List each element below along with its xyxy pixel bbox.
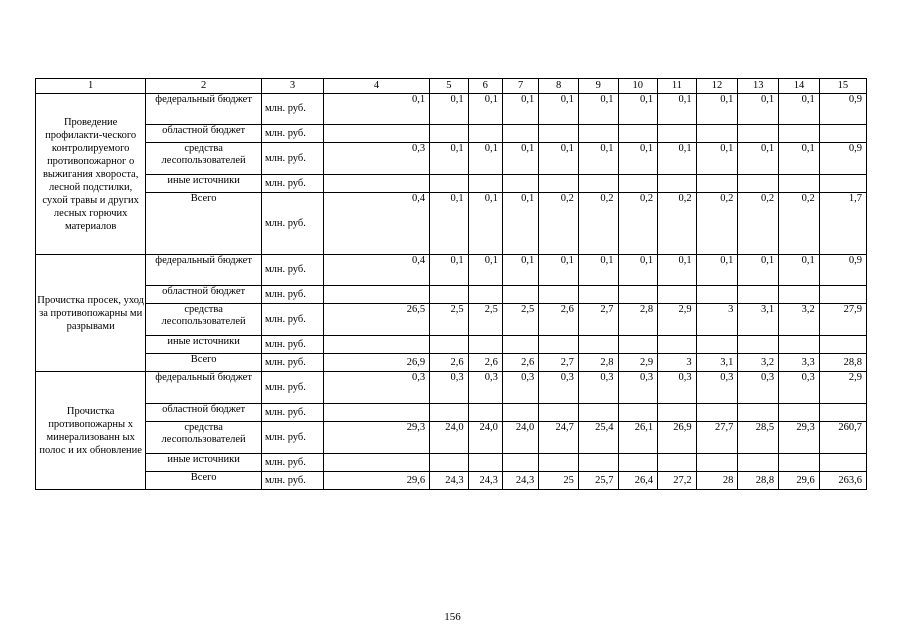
value-cell [618,454,658,472]
value-cell: 0,3 [502,372,538,404]
value-cell: 3 [696,304,738,336]
value-cell: 0,1 [430,193,469,255]
value-cell [696,175,738,193]
value-cell [539,336,579,354]
value-cell: 0,1 [578,94,618,125]
funding-source-cell: Всего [146,354,262,372]
value-cell: 2,8 [578,354,618,372]
value-cell: 27,2 [658,472,697,490]
unit-cell: млн. руб. [261,404,323,422]
value-cell: 2,6 [539,304,579,336]
value-cell: 24,0 [468,422,502,454]
value-cell: 3,2 [738,354,779,372]
table-row [36,175,867,193]
header-cell: 8 [539,79,579,94]
table-body [36,79,867,490]
value-cell: 0,1 [696,94,738,125]
value-cell [658,336,697,354]
unit-cell: млн. руб. [261,454,323,472]
value-cell: 0,1 [658,143,697,175]
unit-cell: млн. руб. [261,255,323,286]
value-cell: 2,5 [502,304,538,336]
value-cell: 0,9 [819,255,866,286]
value-cell [539,286,579,304]
value-cell: 0,1 [430,94,469,125]
header-cell: 13 [738,79,779,94]
funding-source-cell: федеральный бюджет [146,94,262,125]
value-cell [324,175,430,193]
header-cell: 6 [468,79,502,94]
value-cell: 28,8 [738,472,779,490]
table-row [36,354,867,372]
value-cell: 0,3 [324,372,430,404]
value-cell [502,175,538,193]
unit-cell: млн. руб. [261,94,323,125]
unit-cell: млн. руб. [261,472,323,490]
value-cell: 0,1 [468,143,502,175]
header-cell: 12 [696,79,738,94]
value-cell [738,404,779,422]
table-row [36,336,867,354]
value-cell: 3,3 [779,354,820,372]
value-cell: 0,1 [779,143,820,175]
value-cell [324,404,430,422]
value-cell: 2,5 [468,304,502,336]
funding-source-cell: средства лесопользователей [146,422,262,454]
value-cell: 29,6 [324,472,430,490]
table-row [36,454,867,472]
value-cell: 0,3 [779,372,820,404]
value-cell: 0,1 [502,94,538,125]
value-cell: 0,2 [618,193,658,255]
table-row [36,404,867,422]
value-cell [618,286,658,304]
value-cell [578,286,618,304]
value-cell [738,454,779,472]
value-cell: 263,6 [819,472,866,490]
value-cell: 26,5 [324,304,430,336]
value-cell: 0,1 [658,94,697,125]
unit-cell: млн. руб. [261,125,323,143]
value-cell [324,286,430,304]
value-cell [502,454,538,472]
value-cell [618,175,658,193]
value-cell: 0,2 [779,193,820,255]
value-cell [618,125,658,143]
value-cell: 26,9 [324,354,430,372]
value-cell [430,286,469,304]
value-cell: 0,2 [738,193,779,255]
value-cell: 2,7 [578,304,618,336]
activity-cell: Прочистка просек, уход за противопожарны ми разрывами [36,255,146,372]
value-cell: 1,7 [819,193,866,255]
funding-source-cell: иные источники [146,336,262,354]
value-cell [696,454,738,472]
value-cell: 260,7 [819,422,866,454]
value-cell: 0,2 [539,193,579,255]
value-cell: 0,1 [468,255,502,286]
value-cell [779,286,820,304]
value-cell: 0,1 [539,143,579,175]
value-cell [696,286,738,304]
value-cell [658,286,697,304]
header-cell: 10 [618,79,658,94]
value-cell: 24,3 [468,472,502,490]
value-cell: 0,1 [738,255,779,286]
value-cell: 0,1 [502,193,538,255]
funding-source-cell: областной бюджет [146,404,262,422]
value-cell [324,454,430,472]
value-cell: 3,2 [779,304,820,336]
activity-cell: Проведение профилакти-ческого контролируемого противопожарног о выжигания хвороста, лесной подстилки, сухой травы и других лесных горючих материалов [36,94,146,255]
value-cell [618,336,658,354]
value-cell: 2,5 [430,304,469,336]
value-cell: 0,1 [468,193,502,255]
value-cell [578,336,618,354]
header-cell: 2 [146,79,262,94]
value-cell: 24,7 [539,422,579,454]
value-cell [696,404,738,422]
value-cell [819,404,866,422]
value-cell [738,175,779,193]
value-cell [539,175,579,193]
table-row [36,125,867,143]
value-cell: 24,0 [502,422,538,454]
value-cell: 26,4 [618,472,658,490]
activity-cell: Прочистка противопожарны х минерализованн ых полос и их обновление [36,372,146,490]
value-cell [738,286,779,304]
value-cell [819,286,866,304]
table-row [36,255,867,286]
value-cell: 0,3 [539,372,579,404]
value-cell: 28,8 [819,354,866,372]
value-cell: 2,9 [819,372,866,404]
header-cell: 15 [819,79,866,94]
value-cell [430,336,469,354]
table-row [36,94,867,125]
value-cell: 2,7 [539,354,579,372]
value-cell: 0,1 [430,255,469,286]
value-cell: 0,3 [430,372,469,404]
value-cell [578,454,618,472]
header-cell: 7 [502,79,538,94]
value-cell [819,175,866,193]
value-cell: 0,1 [738,94,779,125]
value-cell: 0,1 [539,255,579,286]
funding-source-cell: областной бюджет [146,125,262,143]
value-cell [324,336,430,354]
value-cell: 3,1 [696,354,738,372]
value-cell [468,336,502,354]
value-cell: 3,1 [738,304,779,336]
value-cell: 25 [539,472,579,490]
funding-source-cell: средства лесопользователей [146,143,262,175]
value-cell: 2,9 [618,354,658,372]
value-cell [468,454,502,472]
value-cell: 0,2 [696,193,738,255]
value-cell [468,404,502,422]
unit-cell: млн. руб. [261,193,323,255]
value-cell: 24,0 [430,422,469,454]
value-cell [578,125,618,143]
value-cell [539,404,579,422]
value-cell: 0,1 [539,94,579,125]
value-cell [779,336,820,354]
value-cell [430,454,469,472]
header-cell: 3 [261,79,323,94]
value-cell: 25,4 [578,422,618,454]
value-cell: 0,1 [696,143,738,175]
unit-cell: млн. руб. [261,422,323,454]
header-cell: 11 [658,79,697,94]
value-cell [819,336,866,354]
value-cell [658,175,697,193]
header-cell: 14 [779,79,820,94]
header-cell: 5 [430,79,469,94]
value-cell: 0,1 [324,94,430,125]
value-cell: 27,7 [696,422,738,454]
value-cell: 0,3 [696,372,738,404]
value-cell: 0,1 [779,94,820,125]
value-cell [502,125,538,143]
value-cell: 2,6 [468,354,502,372]
value-cell: 3 [658,354,697,372]
value-cell: 0,2 [658,193,697,255]
value-cell: 0,1 [738,143,779,175]
value-cell [696,336,738,354]
unit-cell: млн. руб. [261,354,323,372]
value-cell: 28 [696,472,738,490]
table-row [36,472,867,490]
value-cell [779,125,820,143]
value-cell [578,404,618,422]
value-cell: 0,4 [324,193,430,255]
value-cell [738,125,779,143]
value-cell [430,125,469,143]
funding-source-cell: федеральный бюджет [146,255,262,286]
value-cell: 2,9 [658,304,697,336]
value-cell: 0,3 [578,372,618,404]
value-cell [468,286,502,304]
table-row [36,193,867,255]
table-row [36,286,867,304]
value-cell [696,125,738,143]
value-cell [502,404,538,422]
unit-cell: млн. руб. [261,336,323,354]
value-cell: 0,1 [468,94,502,125]
value-cell: 25,7 [578,472,618,490]
value-cell [468,175,502,193]
value-cell [819,125,866,143]
value-cell [578,175,618,193]
funding-source-cell: иные источники [146,454,262,472]
funding-source-cell: федеральный бюджет [146,372,262,404]
header-cell: 1 [36,79,146,94]
value-cell: 28,5 [738,422,779,454]
unit-cell: млн. руб. [261,175,323,193]
table-row [36,304,867,336]
value-cell: 0,1 [658,255,697,286]
value-cell: 29,6 [779,472,820,490]
value-cell [779,175,820,193]
value-cell: 0,9 [819,143,866,175]
value-cell [819,454,866,472]
value-cell: 29,3 [779,422,820,454]
value-cell: 26,1 [618,422,658,454]
value-cell: 0,9 [819,94,866,125]
value-cell: 26,9 [658,422,697,454]
funding-source-cell: Всего [146,193,262,255]
unit-cell: млн. руб. [261,372,323,404]
value-cell: 0,1 [618,255,658,286]
unit-cell: млн. руб. [261,143,323,175]
value-cell: 0,1 [578,255,618,286]
value-cell: 0,1 [618,143,658,175]
value-cell: 2,6 [430,354,469,372]
value-cell: 29,3 [324,422,430,454]
value-cell: 0,3 [738,372,779,404]
value-cell [324,125,430,143]
header-row [36,79,867,94]
header-cell: 9 [578,79,618,94]
value-cell: 0,3 [468,372,502,404]
page-number: 156 [444,611,461,623]
value-cell [502,286,538,304]
value-cell [658,454,697,472]
table-row [36,143,867,175]
value-cell [430,404,469,422]
value-cell: 0,1 [430,143,469,175]
value-cell [502,336,538,354]
value-cell [468,125,502,143]
value-cell: 0,3 [618,372,658,404]
value-cell [738,336,779,354]
value-cell: 0,1 [578,143,618,175]
value-cell: 0,1 [502,143,538,175]
value-cell: 0,3 [324,143,430,175]
value-cell [658,125,697,143]
funding-source-cell: иные источники [146,175,262,193]
value-cell: 24,3 [502,472,538,490]
funding-source-cell: Всего [146,472,262,490]
funding-source-cell: средства лесопользователей [146,304,262,336]
value-cell: 0,1 [502,255,538,286]
value-cell: 0,1 [696,255,738,286]
value-cell [539,125,579,143]
funding-source-cell: областной бюджет [146,286,262,304]
value-cell: 0,1 [618,94,658,125]
value-cell: 24,3 [430,472,469,490]
table-row [36,372,867,404]
value-cell: 0,4 [324,255,430,286]
value-cell: 27,9 [819,304,866,336]
table-row [36,422,867,454]
unit-cell: млн. руб. [261,304,323,336]
value-cell [658,404,697,422]
budget-table [35,78,867,490]
value-cell: 0,1 [779,255,820,286]
value-cell [430,175,469,193]
header-cell: 4 [324,79,430,94]
value-cell [539,454,579,472]
value-cell: 2,8 [618,304,658,336]
value-cell: 0,3 [658,372,697,404]
unit-cell: млн. руб. [261,286,323,304]
value-cell: 0,2 [578,193,618,255]
value-cell [779,454,820,472]
value-cell [779,404,820,422]
value-cell [618,404,658,422]
value-cell: 2,6 [502,354,538,372]
